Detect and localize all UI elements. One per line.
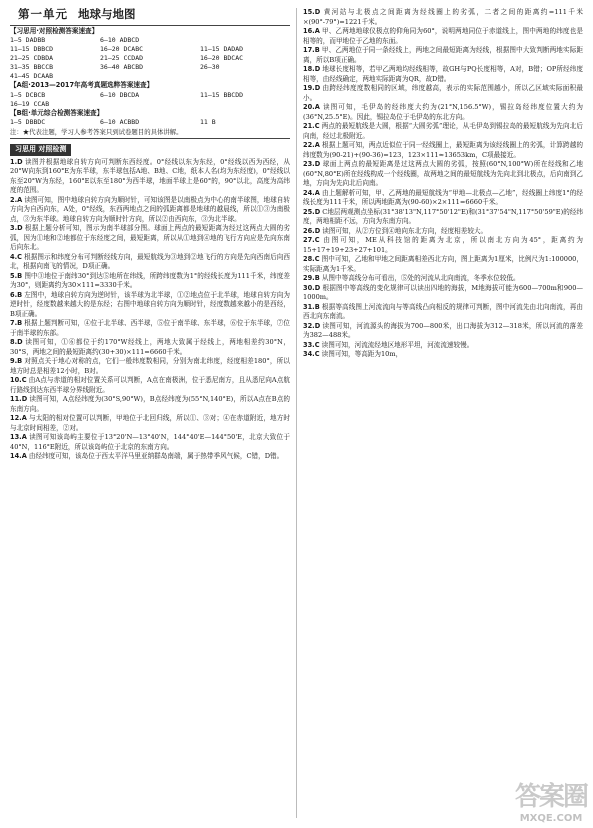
answer-key-cell: 11—15 DBBCD bbox=[10, 45, 54, 53]
answer-key-cell: 41—45 DCAAB bbox=[10, 72, 54, 80]
answer-key-cell bbox=[200, 100, 290, 109]
answer-letter: D bbox=[17, 157, 23, 166]
explanation-text: 两点的最短航线是大圆，根据“大圆劣弧”理论，从毛伊岛到锡拉岛的最短航线为先向北后向南，经过北极附近。 bbox=[303, 122, 583, 140]
question-number: 22. bbox=[303, 141, 315, 149]
answer-key-note: 注：★代表注题，学习人参考答案只到试卷题目的具体讲解。 bbox=[10, 128, 183, 136]
unit-title: 第一单元 bbox=[18, 8, 68, 21]
explanation-text: 甲、乙两地位于同一条经线上，两地之间最短距离为经线，根据图中大致判断两地实际距离，所以B项正确。 bbox=[303, 46, 583, 64]
explanation-item bbox=[10, 158, 290, 196]
question-number: 19. bbox=[303, 84, 315, 92]
answer-key-cell: 16—20 BDCAC bbox=[200, 54, 244, 62]
answer-key-row bbox=[10, 63, 290, 72]
answer-letter: B bbox=[314, 302, 320, 311]
answer-key-cell bbox=[200, 72, 290, 81]
answer-key-box bbox=[10, 25, 290, 140]
explanation-item bbox=[303, 341, 583, 351]
question-number: 29. bbox=[303, 274, 315, 282]
explanation-text: 读图并根据地球自转方向可判断东西经度。0°经线以东为东经，0°经线以西为西经，从20°W向东到160°E为东半球，东半球包括A地、B地、C地，纸本人名(均为东经度)，0°经线以东至20°W为东经，160°E以东至180°为西半球，地面半球上是60°的，90°以北，高度为高纬度的范围。 bbox=[10, 157, 290, 194]
explanation-text: C地层两观测点坐标(31°38'13"N,117°50'12"E)和(31°37'54"N,117°50'59"E)的经纬度，两地相距不远，方向为东南方向。 bbox=[303, 207, 583, 225]
question-number: 5. bbox=[10, 271, 18, 280]
explanation-item bbox=[10, 319, 290, 338]
answer-letter: B bbox=[17, 319, 23, 327]
question-number: 3. bbox=[10, 224, 18, 232]
explanation-text: 由经纬度可知，该岛位于西太平洋马里亚纳群岛南端，属于热带季风气候，C错，D错。 bbox=[28, 452, 284, 460]
answer-letter: C bbox=[314, 350, 320, 358]
answer-key-cell: 6—10 ACBBD bbox=[100, 118, 140, 126]
answer-key-cell: 26—30 bbox=[200, 63, 220, 71]
answer-key-cell bbox=[200, 36, 290, 45]
explanation-text: 根据上题可知，两点近似位于同一经线圈上，最短距离为该经线圈上的劣弧，计算跨越的纬度数为(90-21)+(90-36)=123，123×111≈13653km，C项最接近。 bbox=[303, 141, 583, 159]
answer-letter: A bbox=[314, 103, 320, 111]
answer-letter: D bbox=[17, 224, 23, 232]
explanation-text: 地球长度相等，若甲乙两地均经线相等，故GH与PQ长度相等，A对，B错；OP所经纬度相等，由经线确定，两地实际距离为QR，故D错。 bbox=[303, 65, 583, 83]
answer-letter: A bbox=[314, 188, 320, 197]
explanation-item bbox=[10, 272, 290, 291]
answer-key-row bbox=[10, 54, 290, 63]
answer-key-cell: 1—5 DBBDC bbox=[10, 118, 46, 126]
explanation-text: 根据上题判断可知，④位于北半球、西半球，⑤位于南半球、东半球，⑥位于东半球，⑦位于南半球的东部。 bbox=[10, 319, 290, 337]
explanation-item bbox=[303, 274, 583, 284]
explanation-item bbox=[303, 103, 583, 122]
answer-letter: A bbox=[314, 141, 320, 149]
explanation-text: 黄河站与北极点之间距离为经线圈上的劣弧，二者之间的距离约=111千米×(90°-79°)=1221千米。 bbox=[303, 8, 583, 26]
explanation-item bbox=[10, 433, 290, 452]
answer-key-cell: 36—40 ABCBD bbox=[100, 63, 144, 71]
question-number: 8. bbox=[10, 338, 18, 346]
right-explanations bbox=[303, 8, 583, 360]
site-watermark bbox=[515, 776, 587, 824]
unit-subtitle: 地球与地图 bbox=[78, 8, 136, 21]
watermark-text: MXQE.COM bbox=[519, 813, 583, 824]
answer-key-cell: 1—5 DADBB bbox=[10, 36, 46, 44]
explanation-text: 根据等高线图上河流流向与等高线凸向相反的规律可判断，图中河流先由北向南流，再由西北向东南流。 bbox=[303, 302, 583, 320]
answer-letter: A bbox=[17, 195, 23, 204]
explanation-item bbox=[303, 208, 583, 227]
answer-key-row bbox=[10, 45, 290, 54]
question-number: 15. bbox=[303, 8, 315, 16]
answer-key-cell: 21—25 CCDAD bbox=[100, 54, 144, 62]
explanation-text: 根据上题分析可知，图示为南半球部分图。球面上两点的最短距离为经过这两点大圆的劣弧，因为①地和②地都位于东经度之间，最短距离，所以从①地到④地的飞行方向应是先向东南后向东北。 bbox=[10, 224, 290, 251]
question-number: 18. bbox=[303, 65, 315, 73]
right-column bbox=[303, 8, 583, 820]
answer-letter: D bbox=[17, 338, 23, 346]
explanation-text: 读图可知，河流流经地区地形平坦，河流流速较慢。 bbox=[321, 340, 474, 349]
answer-key-row bbox=[10, 100, 290, 109]
answer-key-cell: 6—10 ADBCD bbox=[100, 36, 140, 44]
explanation-text: 读图可知，①⑥都位于约170°W经线上，两地大致属于经线上，两地相差约30°N，30°S，两地之间的最短距离约(30+30)×111=6660千米。 bbox=[10, 338, 290, 356]
question-number: 25. bbox=[303, 207, 315, 216]
explanation-text: 由图可知，ME从科技馆的距离为北京，所以南北方向为45°，距离约为15+17+19+23+27+101。 bbox=[303, 236, 583, 254]
explanation-item bbox=[303, 227, 583, 237]
explanation-item bbox=[10, 452, 290, 462]
answer-key-rows-3 bbox=[10, 118, 290, 127]
question-number: 34. bbox=[303, 350, 315, 358]
answer-letter: D bbox=[314, 283, 321, 292]
section-label: 习思用 对照检测 bbox=[10, 144, 71, 156]
explanation-item bbox=[303, 27, 583, 46]
explanation-text: 读图可知该岛屿主要位于13°20'N—13°40'N，144°40'E—144°50'E，北京大致位于40°N，116°E附近，所以该岛屿位于北京的东南方向。 bbox=[10, 433, 290, 451]
question-number: 14. bbox=[10, 452, 22, 460]
answer-key-cell: 11—15 DADAD bbox=[200, 45, 244, 53]
explanation-item bbox=[303, 141, 583, 160]
answer-letter: C bbox=[314, 255, 320, 263]
question-number: 16. bbox=[303, 27, 315, 35]
question-number: 23. bbox=[303, 160, 315, 168]
question-number: 26. bbox=[303, 226, 315, 235]
explanation-item bbox=[10, 338, 290, 357]
explanation-item bbox=[303, 189, 583, 208]
explanation-item bbox=[303, 84, 583, 103]
question-number: 2. bbox=[10, 195, 18, 204]
answer-letter: C bbox=[314, 236, 320, 244]
explanation-item bbox=[303, 160, 583, 189]
explanation-item bbox=[303, 255, 583, 274]
answer-letter: D bbox=[314, 321, 321, 330]
answer-key-cell: 1—5 DCBCB bbox=[10, 90, 46, 99]
question-number: 7. bbox=[10, 319, 18, 327]
explanation-text: 由跨经纬度度数相同的区域，纬度越高，表示的实际范围越小，所以乙区域实际面积最小。 bbox=[303, 84, 583, 102]
question-number: 4. bbox=[10, 252, 18, 261]
answer-letter: B bbox=[314, 46, 320, 54]
answer-key-heading-2: 【A组·2013—2017年高考真题选粹答案速查】 bbox=[10, 81, 154, 89]
explanation-text: 甲、乙两地地球仪极点的仰角同为60°，说明两地同位于赤道线上，图中两地的纬度也是相等的，而甲地位于乙地的东面。 bbox=[303, 27, 583, 45]
explanation-text: 由上题解析可知，甲、乙两地的最短航线为“甲地—北极点—乙地”，经线圈上纬度1°的经线长度为111千米，所以两地距离为(90-60)×2×111=6660千米。 bbox=[303, 188, 583, 206]
explanation-item bbox=[10, 414, 290, 433]
explanation-item bbox=[303, 284, 583, 303]
question-number: 24. bbox=[303, 188, 315, 197]
unit-header bbox=[10, 8, 290, 23]
explanation-text: 与太阳的相对位置可以判断，甲地位于北回归线，所以①、③对；④在赤道附近，地方时与北京时间相差，②对。 bbox=[10, 414, 290, 432]
explanation-item bbox=[303, 8, 583, 27]
answer-key-cell: 11—15 BBCDD bbox=[200, 90, 244, 99]
question-number: 33. bbox=[303, 340, 315, 349]
answer-letter: D bbox=[314, 226, 321, 235]
question-number: 12. bbox=[10, 414, 22, 422]
question-number: 17. bbox=[303, 46, 315, 54]
answer-letter: D bbox=[314, 207, 321, 216]
answer-key-row bbox=[10, 72, 290, 81]
explanation-text: 图中可知，乙地和甲地之间距离相差西北方向，图上距离为1厘米，比例尺为1:100000，实际距离为1千米。 bbox=[303, 255, 583, 273]
question-number: 10. bbox=[10, 376, 22, 384]
explanation-text: 左图中，地球自转方向为逆时针，该半球为北半球，①②地点位于北半球，地球自转方向为逆时针，经度数越来越大的是东经；右图中地球自转方向为顺时针，经度数越来越小的是西经，B项正确。 bbox=[10, 290, 290, 318]
question-number: 9. bbox=[10, 357, 18, 365]
answer-letter: D bbox=[314, 65, 321, 73]
answer-key-cell: 21—25 CDBDA bbox=[10, 54, 54, 62]
answer-letter: D bbox=[314, 160, 321, 168]
answer-letter: D bbox=[21, 395, 28, 403]
explanation-text: 从图中等高线分布可看出，⑤处的河流从北向南流，冬季水位较低。 bbox=[321, 274, 520, 282]
explanation-item bbox=[10, 395, 290, 414]
explanation-text: 读图可知，河流源头的海拔为700—800米，出口海拔为312—318米，所以河流的落差为382—488米。 bbox=[303, 321, 583, 339]
left-column bbox=[10, 8, 290, 820]
question-number: 30. bbox=[303, 283, 315, 292]
answer-key-rows-1 bbox=[10, 36, 290, 81]
answer-key-cell: 11 B bbox=[200, 118, 216, 126]
answer-letter: C bbox=[314, 340, 320, 349]
answer-key-row bbox=[10, 36, 290, 45]
answer-letter: B bbox=[17, 357, 23, 365]
question-number: 20. bbox=[303, 103, 315, 111]
answer-key-rows-2 bbox=[10, 91, 290, 109]
watermark-logo: 答案圈 bbox=[514, 782, 587, 812]
answer-key-cell: 31—35 BBCCB bbox=[10, 63, 54, 71]
answer-key-cell bbox=[100, 100, 200, 109]
question-number: 27. bbox=[303, 236, 315, 244]
question-number: 28. bbox=[303, 255, 315, 263]
answer-letter: C bbox=[21, 376, 27, 384]
answer-key-heading-3: 【B组·单元综合检测答案速查】 bbox=[10, 108, 104, 117]
answer-letter: D bbox=[314, 8, 321, 16]
answer-key-cell: 6—10 DBCDA bbox=[100, 90, 140, 99]
explanation-item bbox=[10, 224, 290, 253]
left-explanations bbox=[10, 158, 290, 462]
answer-letter: A bbox=[21, 452, 27, 460]
explanation-text: 对照点关于地心对称的点，它们一般纬度数相同，分别为南北纬度，经度相差180°，所以地方时总是相差12小时，B对。 bbox=[10, 357, 290, 375]
explanation-item bbox=[10, 253, 290, 272]
explanation-item bbox=[303, 65, 583, 84]
question-number: 6. bbox=[10, 290, 18, 299]
answer-key-row bbox=[10, 118, 290, 127]
question-number: 11. bbox=[10, 395, 22, 403]
explanation-text: 图中③地位于南纬30°到达⑤地所在纬线，所跨纬度数为1°的经线长度为111千米，纬度差为30°，则距离约为30×111=3330千米。 bbox=[10, 271, 290, 289]
explanation-item bbox=[10, 196, 290, 225]
answer-key-cell bbox=[100, 72, 200, 81]
explanation-item bbox=[303, 303, 583, 322]
explanation-text: 读图可知，毛伊岛的经纬度大约为(21°N,156.5°W)，锡拉岛经纬度位置大约为(36°N,25.5°E)。因此，锡拉岛位于毛伊岛的东北方向。 bbox=[303, 103, 583, 121]
question-number: 31. bbox=[303, 302, 315, 311]
explanation-item bbox=[303, 236, 583, 255]
question-number: 21. bbox=[303, 122, 315, 130]
explanation-item bbox=[303, 122, 583, 141]
explanation-item bbox=[303, 322, 583, 341]
answer-letter: D bbox=[314, 84, 321, 92]
column-divider bbox=[296, 8, 297, 818]
explanation-item bbox=[10, 291, 290, 320]
explanation-item bbox=[303, 46, 583, 65]
explanation-text: 根据图示和纬度分布可判断经线方向，最短航线为③地到②地飞行的方向是先向西南后向西北，根据向南飞的情况，D项正确。 bbox=[10, 252, 290, 270]
answer-letter: B bbox=[17, 271, 23, 280]
explanation-item bbox=[303, 350, 583, 360]
answer-key-cell: 16—19 CCAB bbox=[10, 99, 50, 108]
explanation-item bbox=[10, 357, 290, 376]
answer-key-heading-1: 【习思用·对照检测答案速查】 bbox=[10, 26, 99, 35]
question-number: 32. bbox=[303, 321, 315, 330]
answer-letter: C bbox=[314, 122, 320, 130]
answer-letter: C bbox=[17, 252, 22, 261]
explanation-text: 由A点与赤道的相对位置关系可以判断，A点在南极洲，位于悉尼南方，且从悉尼向A点航行路线到达东西半球分界线附近。 bbox=[10, 376, 290, 394]
question-number: 1. bbox=[10, 157, 18, 166]
explanation-text: 球面上两点的最短距离是过这两点大圆的劣弧，按照(60°N,100°W)所在经线和乙地(60°N,80°E)所在经线构成一个经线圈，故两地之间的最短航线为先向北到北极点，后向南到乙地，方向为先向北后向南。 bbox=[303, 160, 583, 187]
explanation-item bbox=[10, 376, 290, 395]
explanation-text: 读图可知，图中地球自转方向为顺时针，可知该图是以南极点为中心的南半球图，地球自转方向为自西向东，A处，0°经线，东西两地点之间的弧距离都是地球的越晨线，所以①③为南极点，③为东半球。地球自转方向为顺时针方向，所以②由西向东，③为北半球。 bbox=[10, 195, 290, 223]
answer-letter: B bbox=[17, 290, 23, 299]
answer-letter: A bbox=[21, 433, 27, 441]
explanation-text: 读图可知，等高距为10m， bbox=[321, 350, 403, 358]
answer-letter: A bbox=[314, 27, 320, 35]
explanation-text: 根据图中等高线的变化规律可以读出四地的海拔，M地海拔可能为600—700m和900—1000m。 bbox=[303, 283, 583, 301]
answer-letter: A bbox=[21, 414, 27, 422]
explanation-text: 读图可知，从②方位到④地向东北方向，经度相差较大。 bbox=[322, 226, 488, 235]
explanation-text: 读图可知，A点经纬度为(30°S,90°W)，B点经纬度为(55°N,140°E)，所以A点在B点的东南方向。 bbox=[10, 395, 290, 413]
question-number: 13. bbox=[10, 433, 22, 441]
answer-key-row bbox=[10, 91, 290, 100]
answer-letter: B bbox=[314, 274, 320, 282]
answer-key-cell: 16—20 DCABC bbox=[100, 45, 144, 53]
